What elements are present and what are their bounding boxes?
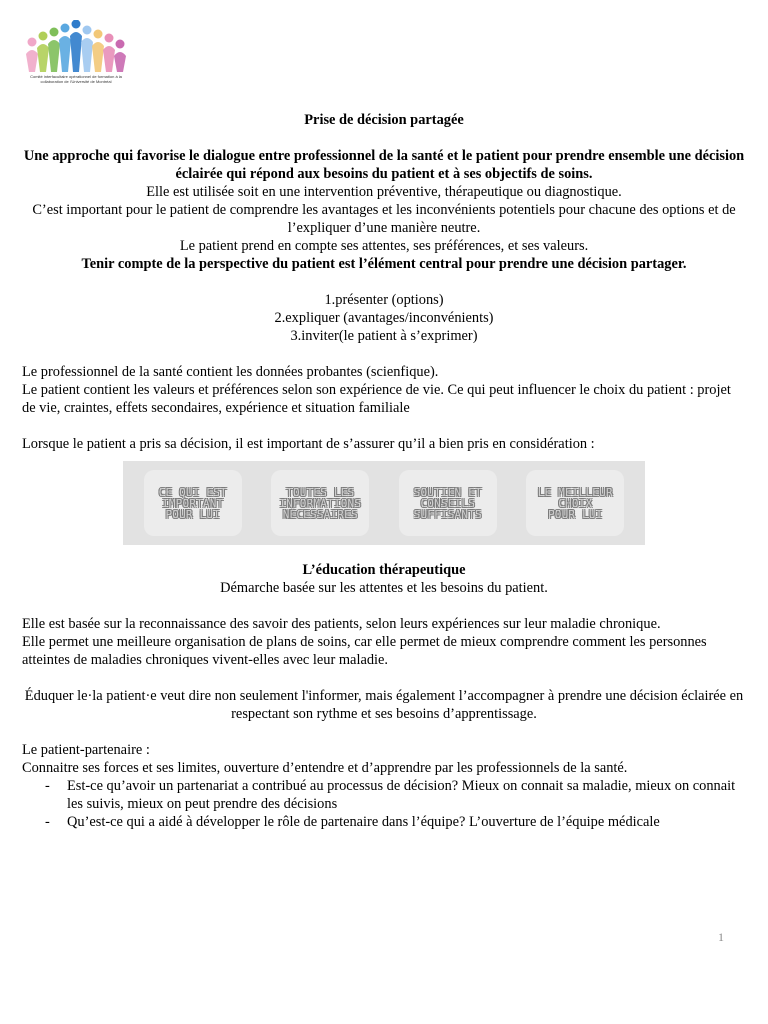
- logo-figure-body: [70, 32, 82, 72]
- decision-intro: Lorsque le patient a pris sa décision, il est important de s’assurer qu’il a bien pris en considération :: [22, 436, 595, 452]
- logo-figure-head: [39, 32, 48, 41]
- list-item: - Est-ce qu’avoir un partenariat a contribué au processus de décision? Mieux on connait sa maladie, mieux on connait les suivis, mieux on peut prendre des décisions: [22, 777, 746, 813]
- logo-text: Comité interfacultaire opérationnel de formation à la collaboration de l'Université de Montréal: [30, 74, 122, 84]
- education-p1: Elle est basée sur la reconnaissance des savoir des patients, selon leurs expériences sur leur maladie chronique.: [22, 616, 661, 632]
- logo-figure-head: [61, 24, 70, 33]
- step-2: 2.expliquer (avantages/inconvénients): [274, 310, 494, 326]
- pill-soutien: SOUTIEN ET CONSEILS SUFFISANTS: [399, 470, 497, 536]
- partenaire-list: [22, 777, 746, 831]
- intro-bold: Une approche qui favorise le dialogue entre professionnel de la santé et le patient pour prendre ensemble une décision éclairée qui répond aux besoins du patient et à ses objectifs de soins.: [23, 148, 745, 182]
- logo-figure-body: [48, 40, 60, 72]
- logo-figure-body: [92, 42, 104, 72]
- professional-role: Le professionnel de la santé contient les données probantes (scienfique).: [22, 364, 439, 380]
- patient-role: Le patient contient les valeurs et préférences selon son expérience de vie. Ce qui peut influencer le choix du patient : projet de vie, craintes, effets secondaires, expérience et situation familiale: [22, 382, 731, 416]
- section-title-partenaire: Le patient-partenaire :: [22, 742, 150, 758]
- pill-important: CE QUI EST IMPORTANT POUR LUI: [144, 470, 242, 536]
- people-group-icon: [24, 20, 128, 74]
- logo-figure-body: [81, 38, 93, 72]
- section-title-education: L’éducation thérapeutique: [302, 562, 466, 578]
- pill-informations: TOUTES LES INFORMATIONS NÉCESSAIRES: [271, 470, 369, 536]
- education-subtitle: Démarche basée sur les attentes et les besoins du patient.: [220, 580, 548, 596]
- perspective-line: Tenir compte de la perspective du patient est l’élément central pour prendre une décision partager.: [81, 256, 687, 272]
- logo-figure-body: [103, 46, 115, 72]
- logo-figure-body: [59, 36, 71, 72]
- values-line: Le patient prend en compte ses attentes, ses préférences, et ses valeurs.: [179, 238, 589, 254]
- considerations-figure: [123, 461, 645, 545]
- education-p2: Elle permet une meilleure organisation de plans de soins, car elle permet de mieux comprendre comment les personnes atteintes de maladies chroniques vivent-elles avec leur maladie.: [22, 634, 707, 668]
- logo-figure-head: [28, 38, 37, 47]
- logo: [24, 20, 128, 88]
- logo-figure-head: [94, 30, 103, 39]
- pill-meilleur-choix: LE MEILLEUR CHOIX POUR LUI: [526, 470, 624, 536]
- education-quote: Éduquer le·la patient·e veut dire non seulement l'informer, mais également l’accompagner à prendre une décision éclairée en respectant son rythme et ses besoins d’apprentissage.: [24, 688, 744, 722]
- section-title-decision: Prise de décision partagée: [304, 112, 464, 128]
- list-item: - Qu’est-ce qui a aidé à développer le rôle de partenaire dans l’équipe? L’ouverture de l’équipe médicale: [22, 813, 746, 831]
- logo-figure-head: [116, 40, 125, 49]
- step-3: 3.inviter(le patient à s’exprimer): [290, 328, 478, 344]
- logo-figure-head: [72, 20, 81, 29]
- logo-figure-head: [83, 26, 92, 35]
- logo-figure-head: [105, 34, 114, 43]
- document-body: [22, 111, 746, 831]
- importance-line: C’est important pour le patient de comprendre les avantages et les inconvénients potentiels pour chacune des options et de l’expliquer d’une manière neutre.: [32, 202, 736, 236]
- logo-figure-body: [114, 52, 126, 72]
- partenaire-intro: Connaitre ses forces et ses limites, ouverture d’entendre et d’apprendre par les professionnels de la santé.: [22, 760, 628, 776]
- page-number: 1: [718, 930, 724, 944]
- logo-figure-body: [37, 44, 49, 72]
- logo-figure-head: [50, 28, 59, 37]
- step-1: 1.présenter (options): [324, 292, 444, 308]
- usage-line: Elle est utilisée soit en une intervention préventive, thérapeutique ou diagnostique.: [146, 184, 622, 200]
- logo-figure-body: [26, 50, 38, 72]
